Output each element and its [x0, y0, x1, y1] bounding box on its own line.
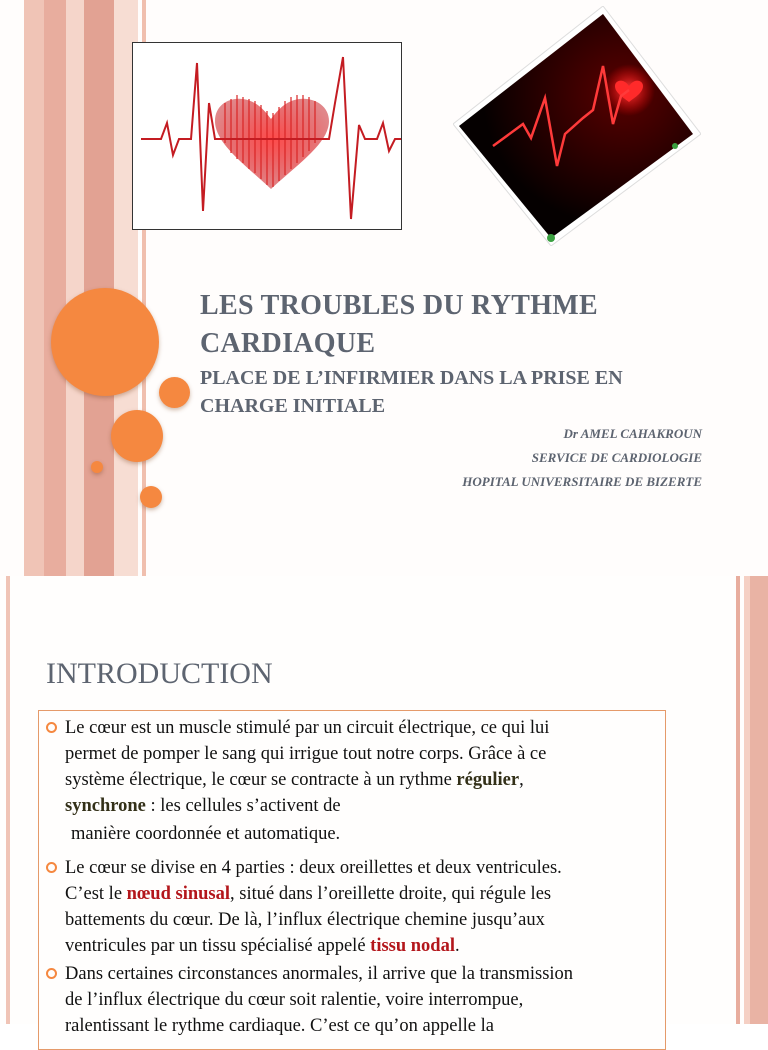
- keyword-regulier: régulier: [456, 770, 520, 790]
- decor-stripe: [6, 576, 10, 1024]
- text-fragment: système électrique, le cœur se contracte à un rythme: [65, 770, 457, 790]
- decor-stripe: [66, 0, 84, 576]
- text-fragment: ,: [519, 770, 524, 790]
- keyword-tissu-nodal: tissu nodal: [370, 936, 455, 956]
- decor-stripe: [24, 0, 44, 576]
- text-fragment: , situé dans l’oreillette droite, qui régule les: [230, 884, 552, 904]
- text-fragment: .: [455, 936, 460, 956]
- keyword-noeud-sinusal: nœud sinusal: [126, 884, 231, 904]
- text-fragment: C’est le: [65, 884, 127, 904]
- text-line: [65, 793, 665, 819]
- decor-stripe: [736, 576, 740, 1024]
- title-line: CARDIAQUE: [200, 328, 376, 359]
- ecg-heart-image: [132, 42, 402, 230]
- bullet-item: [65, 715, 665, 847]
- text-line: Le cœur se divise en 4 parties : deux oreillettes et deux ventricules.: [65, 858, 562, 878]
- bullet-ring-icon: [46, 722, 57, 733]
- author-department: SERVICE DE CARDIOLOGIE: [531, 450, 702, 465]
- slide-heading: INTRODUCTION: [46, 657, 273, 690]
- author-hospital: HOPITAL UNIVERSITAIRE DE BIZERTE: [462, 474, 702, 489]
- bullet-item: [65, 961, 665, 1039]
- decor-circle: [159, 377, 190, 408]
- ecg-heart-photo: [453, 6, 701, 246]
- title-line: LES TROUBLES DU RYTHME: [200, 290, 598, 321]
- bullet-item: [65, 855, 665, 959]
- text-fragment: : les cellules s’activent de: [145, 796, 341, 816]
- decor-stripe: [750, 576, 768, 1024]
- text-fragment: ventricules par un tissu spécialisé appelé: [65, 936, 371, 956]
- text-line: de l’influx électrique du cœur soit ralentie, voire interrompue,: [65, 990, 524, 1010]
- bullet-ring-icon: [46, 862, 57, 873]
- text-line: Le cœur est un muscle stimulé par un circuit électrique, ce qui lui: [65, 718, 550, 738]
- text-line: battements du cœur. De là, l’influx électrique chemine jusqu’aux: [65, 910, 545, 930]
- text-line: [65, 767, 665, 793]
- bullet-ring-icon: [46, 968, 57, 979]
- content-box: [38, 710, 666, 1050]
- presentation-subtitle: [200, 364, 720, 420]
- text-line: permet de pomper le sang qui irrigue tout notre corps. Grâce à ce: [65, 744, 547, 764]
- subtitle-line: PLACE DE L’INFIRMIER DANS LA PRISE EN: [200, 367, 623, 389]
- keyword-synchrone: synchrone: [65, 796, 146, 816]
- text-line: manière coordonnée et automatique.: [71, 824, 341, 844]
- text-line: ralentissant le rythme cardiaque. C’est ce qu’on appelle la: [65, 1016, 494, 1036]
- decor-circle: [91, 461, 103, 473]
- text-line: [65, 881, 665, 907]
- decor-circle: [111, 410, 163, 462]
- decor-circle: [140, 486, 162, 508]
- text-line: [65, 933, 665, 959]
- text-line: Dans certaines circonstances anormales, il arrive que la transmission: [65, 964, 574, 984]
- presentation-title: [200, 287, 720, 363]
- decor-circle: [51, 288, 159, 396]
- decor-stripe: [44, 0, 66, 576]
- author-name: Dr AMEL CAHAKROUN: [563, 426, 702, 441]
- subtitle-line: CHARGE INITIALE: [200, 395, 386, 417]
